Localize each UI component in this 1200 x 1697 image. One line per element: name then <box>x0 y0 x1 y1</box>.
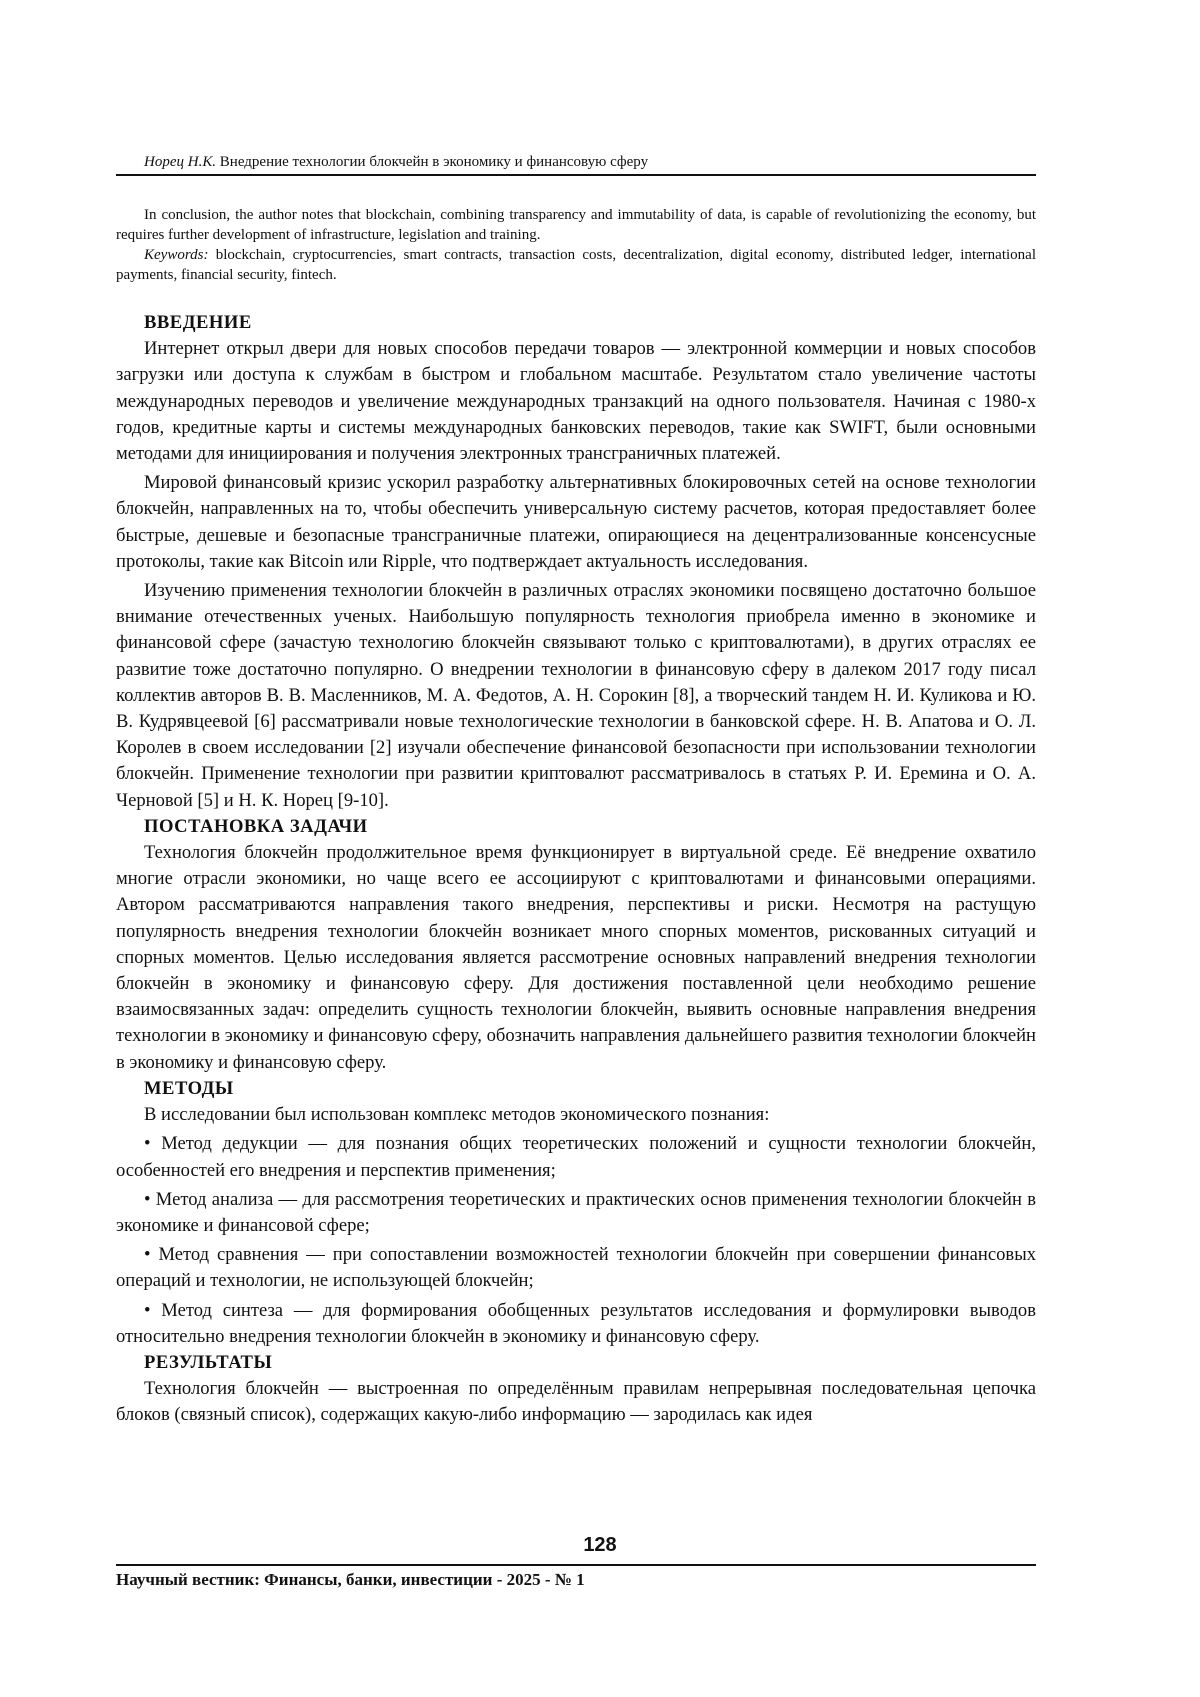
methods-item-comparison: • Метод сравнения — при сопоставлении возможностей технологии блокчейн при совершении финансовых операций и технологии, не использующей блокчейн; <box>116 1244 1036 1292</box>
keywords-label: Keywords: <box>144 247 209 263</box>
abstract-keywords <box>116 245 1036 285</box>
running-head <box>116 150 1036 176</box>
methods-intro: В исследовании был использован комплекс методов экономического познания: <box>144 1104 770 1126</box>
results-paragraph-1: Технология блокчейн — выстроенная по определённым правилам непрерывная последовательная цепочка блоков (связный список), содержащих какую-либо информацию — зародилась как идея <box>116 1378 1036 1426</box>
methods-item-deduction: • Метод дедукции — для познания общих теоретических положений и сущности технологии блокчейн, особенностей его внедрения и перспектив применения; <box>116 1133 1036 1181</box>
section-heading-methods: МЕТОДЫ <box>144 1077 234 1099</box>
methods-item-analysis: • Метод анализа — для рассмотрения теоретических и практических основ применения технологии блокчейн в экономике и финансовой сфере; <box>116 1188 1036 1236</box>
keywords-list: blockchain, cryptocurrencies, smart contracts, transaction costs, decentralization, digital economy, distributed ledger, international payments, financial security, fintech. <box>116 247 1036 283</box>
section-heading-intro: ВВЕДЕНИЕ <box>144 312 252 333</box>
page-number: 128 <box>583 1534 617 1556</box>
abstract-conclusion: In conclusion, the author notes that blockchain, combining transparency and immutability of data, is capable of revolutionizing the economy, but requires further development of infrastructure, legislation and training. <box>116 207 1036 243</box>
problem-paragraph-1: Технология блокчейн продолжительное время функционирует в виртуальной среде. Её внедрение охватило многие отрасли экономики, но чаще всего ее ассоциируют с криптовалютами и финансовыми операциями. Автором рассматриваются направления такого внедрения, перспективы и риски. Несмотря на растущую популярность внедрения технологии блокчейн возникает много спорных моментов, рискованных ситуаций и спорных моментов. Целью исследования является рассмотрение основных направлений внедрения технологии блокчейн в экономику и финансовую сферу. Для достижения поставленной цели необходимо решение взаимосвязанных задач: определить сущность технологии блокчейн, выявить основные направления внедрения технологии в экономику и финансовую сферу, обозначить направления дальнейшего развития технологии блокчейн в экономику и финансовую сферу. <box>116 842 1036 1073</box>
running-head-author: Норец Н.К. <box>144 154 217 170</box>
running-head-title: Внедрение технологии блокчейн в экономику и финансовую сферу <box>219 154 649 170</box>
journal-footer: Научный вестник: Финансы, банки, инвестиции - 2025 - № 1 <box>116 1564 1036 1591</box>
section-heading-results: РЕЗУЛЬТАТЫ <box>144 1351 273 1373</box>
intro-paragraph-3: Изучению применения технологии блокчейн в различных отраслях экономики посвящено достаточно большое внимание отечественных ученых. Наибольшую популярность технология приобрела именно в экономике и финансовой сфере (зачастую технологию блокчейн связывают только с криптовалютами), в других отраслях ее развитие тоже достаточно популярно. О внедрении технологии в финансовую сферу в далеком 2017 году писал коллектив авторов В. В. Масленников, М. А. Федотов, А. Н. Сорокин [8], а творческий тандем Н. И. Куликова и Ю. В. Кудрявцеевой [6] рассматривали новые технологические технологии в банковской сфере. Н. В. Апатова и О. Л. Королев в своем исследовании [2] изучали обеспечение финансовой безопасности при использовании технологии блокчейн. Применение технологии при развитии криптовалют рассматривалось в статьях Р. И. Еремина и О. А. Черновой [5] и Н. К. Норец [9-10]. <box>116 580 1036 811</box>
article-body <box>116 310 1036 1429</box>
intro-paragraph-1: Интернет открыл двери для новых способов передачи товаров — электронной коммерции и новых способов загрузки или доступа к службам в быстром и глобальном масштабе. Результатом стало увеличение частоты международных переводов и увеличение международных транзакций на одного пользователя. Начиная с 1980-х годов, кредитные карты и системы международных банковских переводов, такие как SWIFT, были основными методами для инициирования и получения электронных трансграничных платежей. <box>116 338 1036 465</box>
abstract <box>116 205 1036 285</box>
section-heading-problem: ПОСТАНОВКА ЗАДАЧИ <box>144 815 368 837</box>
intro-paragraph-2: Мировой финансовый кризис ускорил разработку альтернативных блокировочных сетей на основе технологии блокчейн, направленных на то, чтобы обеспечить универсальную систему расчетов, которая предоставляет более быстрые, дешевые и безопасные трансграничные платежи, опирающиеся на децентрализованные консенсусные протоколы, такие как Bitcoin или Ripple, что подтверждает актуальность исследования. <box>116 472 1036 572</box>
methods-item-synthesis: • Метод синтеза — для формирования обобщенных результатов исследования и формулировки выводов относительно внедрения технологии блокчейн в экономику и финансовую сферу. <box>116 1299 1036 1347</box>
